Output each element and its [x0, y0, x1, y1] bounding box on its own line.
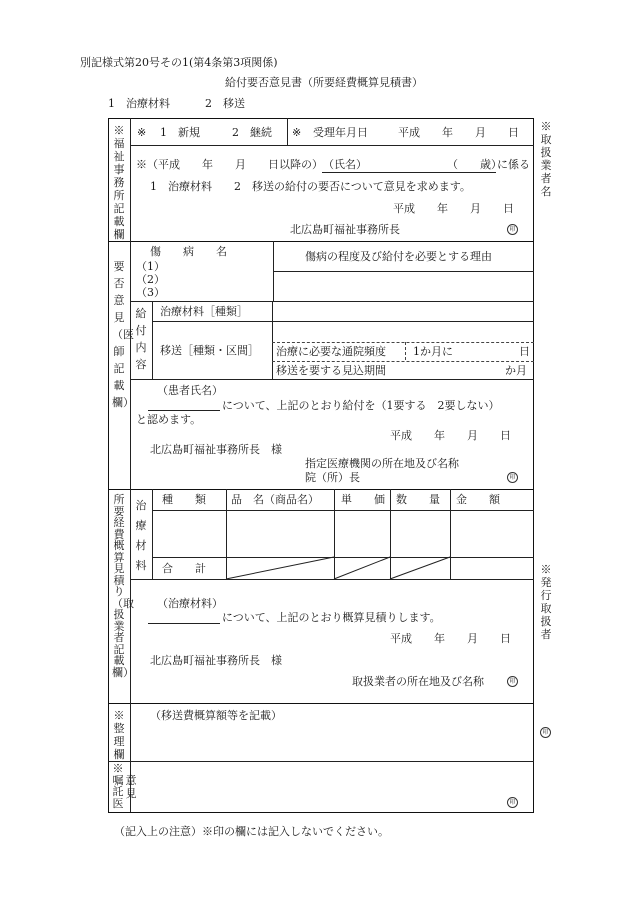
reason-header: 傷病の程度及び給付を必要とする理由	[305, 250, 492, 263]
form-id: 別記様式第20号その1(第4条第3項関係)	[80, 56, 278, 69]
vendor-label: 取扱業者の所在地及び名称	[352, 675, 484, 688]
continue-option: 2 継続	[232, 126, 272, 139]
medical-addressee: 北広島町福祉事務所長 様	[150, 443, 282, 456]
welfare-section-label: ※福祉事務所記載欄	[113, 124, 125, 241]
visit-freq-value: 1か月に	[413, 345, 453, 358]
patient-name-underline	[148, 410, 220, 411]
patient-name-label: （患者氏名）	[157, 384, 223, 397]
transport-kind: 移送［種類・区間］	[160, 344, 259, 357]
option-transport: 2 移送	[205, 97, 245, 110]
mark-new: ※	[137, 126, 147, 139]
name-underline	[322, 172, 496, 173]
period-label: 移送を要する見込期間	[276, 364, 386, 377]
request-text: 1 治療材料 2 移送の給付の要否について意見を求めます。	[150, 180, 471, 193]
estimate-addressee: 北広島町福祉事務所長 様	[150, 654, 282, 667]
option-material: 1 治療材料	[108, 97, 170, 110]
commission-label-1: ※嘱託医	[112, 762, 124, 810]
material-col-label: 治療材料	[135, 499, 147, 572]
received-date-label: 受理年月日	[313, 126, 368, 139]
seal-icon: 印	[507, 224, 518, 235]
institution-label: 指定医療機関の所在地及び名称	[305, 457, 459, 470]
estimate-date: 平成 年 月 日	[390, 632, 511, 645]
estimate-item-underline	[148, 623, 220, 624]
mark-received: ※	[292, 126, 302, 139]
seal-icon: 印	[507, 797, 518, 808]
office-head: 北広島町福祉事務所長	[290, 223, 400, 236]
disease-item-2: （2）	[136, 273, 165, 286]
commission-label-2: 意見	[125, 774, 137, 800]
col-amount: 金 額	[456, 493, 500, 506]
kakaru-text: に係る	[497, 158, 530, 171]
diagonal-qty	[390, 557, 450, 579]
footer-note: （記入上の注意）※印の欄には記入しないでください。	[114, 825, 389, 838]
disease-header: 傷 病 名	[150, 245, 227, 258]
benefit-content-label: 給付内容	[135, 307, 147, 371]
opinion-text: について、上記のとおり給付を（1要する 2要しない）	[222, 399, 500, 412]
seal-icon: 印	[507, 472, 518, 483]
received-date: 平成 年 月 日	[398, 126, 519, 139]
seal-icon: 印	[540, 727, 551, 738]
col-kind: 種 類	[162, 493, 206, 506]
seal-icon: 印	[507, 676, 518, 687]
estimate-item-label: （治療材料）	[157, 597, 223, 610]
material-kind: 治療材料［種類］	[160, 305, 248, 318]
estimate-text: について、上記のとおり概算見積りします。	[222, 611, 441, 624]
arrange-section-label: ※整理欄	[113, 709, 125, 761]
visit-freq-unit: 日	[519, 345, 530, 358]
request-date: 平成 年 月 日	[393, 202, 514, 215]
since-text: ※（平成 年 月 日以降の）	[136, 158, 323, 171]
disease-item-3: （3）	[136, 286, 165, 299]
estimate-section-label: 所要経費概算見積り（取扱業者記載欄）	[112, 493, 134, 679]
recognize-text: と認めます。	[136, 413, 202, 426]
diagonal-price	[334, 557, 390, 579]
col-unit-price: 単 価	[341, 493, 385, 506]
arrange-text: （移送費概算額等を記載）	[150, 709, 282, 722]
period-unit: か月	[505, 364, 527, 377]
form-title: 給付要否意見書（所要経費概算見積書）	[225, 76, 423, 89]
diagonal-name	[226, 557, 334, 579]
director-label: 院（所）長	[305, 471, 360, 484]
opinion-date: 平成 年 月 日	[390, 429, 511, 442]
total-label: 合 計	[162, 562, 206, 575]
handler-name-label: ※取扱業者名	[540, 120, 552, 198]
col-quantity: 数 量	[396, 493, 440, 506]
name-label: （氏名）	[323, 158, 367, 171]
visit-freq-label: 治療に必要な通院頻度	[276, 345, 386, 358]
issuer-label: ※発行取扱者	[540, 563, 552, 641]
disease-item-1: （1）	[136, 260, 165, 273]
age-label: （ 歳）	[447, 158, 502, 171]
medical-section-label: 要否意見（医師記載欄）	[112, 260, 134, 409]
col-product: 品 名（商品名）	[231, 493, 319, 506]
new-option: 1 新規	[160, 126, 200, 139]
